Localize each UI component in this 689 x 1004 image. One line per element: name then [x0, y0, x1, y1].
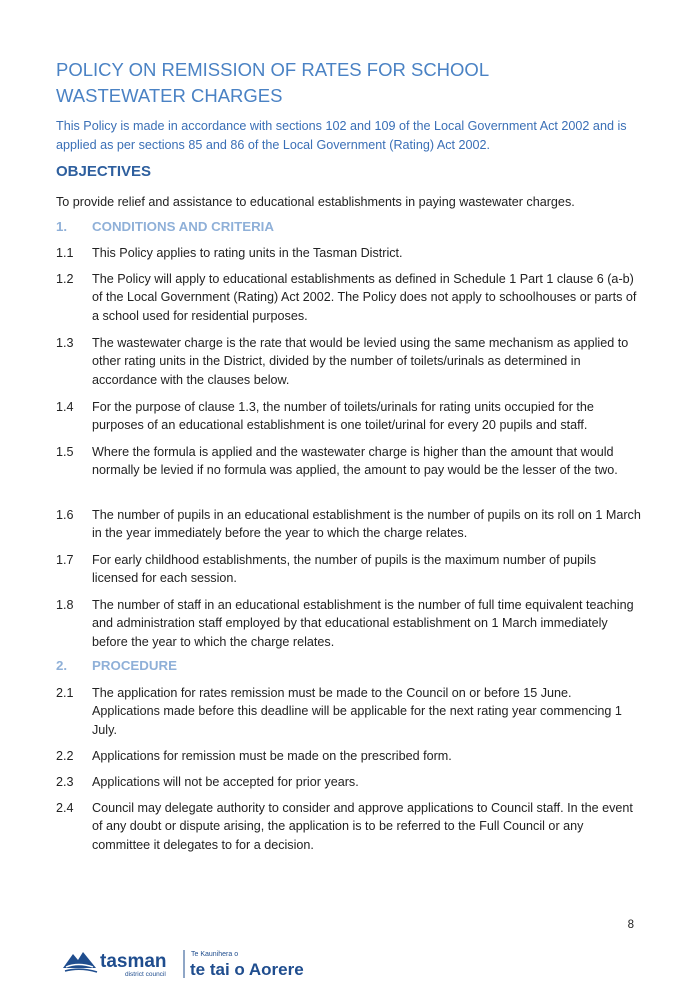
logo-te-kaunihera: Te Kaunihera o: [191, 951, 239, 958]
clause-number: 1.5: [56, 445, 74, 459]
intro-paragraph: This Policy is made in accordance with sections 102 and 109 of the Local Government Act 2002 and is applied as per sections 85 and 86 of the Local Government (Rating) Act 2002.: [56, 119, 627, 152]
clause-number: 2.1: [56, 686, 74, 700]
clause-text: The Policy will apply to educational establishments as defined in Schedule 1 Part 1 clause 6 (a-b) of the Local Government (Rating) Act 2002. The Policy does not apply to schoolhouses or parts of a school used for residential purposes.: [92, 272, 637, 323]
clause-number: 1.8: [56, 598, 74, 612]
clause-text: The wastewater charge is the rate that would be levied using the same mechanism as applied to other rating units in the District, divided by the number of toilets/urinals as determined in accordance with the clauses below.: [92, 336, 629, 387]
clause-text: The number of staff in an educational establishment is the number of full time equivalent teaching and administration staff employed by that educational establishment on 1 March immediately before the year to which the charge relates.: [92, 598, 634, 649]
clause-1-5: [56, 443, 641, 480]
clause-text: Applications will not be accepted for prior years.: [92, 775, 359, 789]
clause-text: The application for rates remission must be made to the Council on or before 15 June. Applications made before this deadline will be applicable for the next rating year commencing 1 July.: [92, 686, 622, 737]
clause-text: Applications for remission must be made on the prescribed form.: [92, 749, 452, 763]
clause-number: 2.2: [56, 749, 74, 763]
clause-number: 2.4: [56, 801, 74, 815]
clause-1-4: [56, 398, 641, 435]
page-number: 8: [627, 919, 634, 931]
clause-text: The number of pupils in an educational establishment is the number of pupils on its roll on 1 March in the year immediately before the year to which the charge relates.: [92, 508, 641, 541]
section-1-title: CONDITIONS AND CRITERIA: [92, 219, 274, 234]
clause-1-8: [56, 596, 641, 651]
clause-number: 1.1: [56, 246, 74, 260]
objectives-text: To provide relief and assistance to educational establishments in paying wastewater charges.: [56, 195, 575, 209]
clause-text: This Policy applies to rating units in the Tasman District.: [92, 246, 403, 260]
objectives-heading: OBJECTIVES: [56, 163, 152, 180]
clause-2-2: [56, 747, 641, 765]
clause-number: 1.6: [56, 508, 74, 522]
clause-text: For the purpose of clause 1.3, the number of toilets/urinals for rating units occupied for the purposes of an educational establishment is one toilet/urinal for every 20 pupils and staff.: [92, 400, 594, 433]
clause-number: 1.3: [56, 336, 74, 350]
clause-2-3: [56, 773, 641, 791]
tasman-logo: [63, 942, 323, 984]
mountain-icon: [63, 952, 97, 972]
clause-1-2: [56, 270, 641, 325]
logo-name: tasman: [100, 951, 167, 972]
clause-1-3: [56, 334, 641, 389]
logo-subtitle: district council: [125, 971, 166, 978]
section-2-title: PROCEDURE: [92, 658, 177, 673]
clause-text: For early childhood establishments, the number of pupils is the maximum number of pupils licensed for each session.: [92, 553, 596, 586]
clause-1-1: [56, 244, 641, 262]
clause-2-4: [56, 799, 641, 854]
section-2-heading: [56, 658, 177, 673]
clause-text: Council may delegate authority to consider and approve applications to Council staff. In the event of any doubt or dispute arising, the application is to be referred to the Full Council or any committee it delegates to for a decision.: [92, 801, 633, 852]
section-1-number: 1.: [56, 219, 68, 234]
clause-1-6: [56, 506, 641, 543]
clause-number: 2.3: [56, 775, 74, 789]
clause-2-1: [56, 684, 641, 739]
clause-number: 1.7: [56, 553, 74, 567]
page-title: POLICY ON REMISSION OF RATES FOR SCHOOL WASTEWATER CHARGES: [56, 59, 489, 106]
section-1-heading: [56, 219, 274, 234]
logo-aorere: te tai o Aorere: [190, 960, 304, 979]
clause-text: Where the formula is applied and the wastewater charge is higher than the amount that would normally be levied if no formula was applied, the amount to pay would be the lesser of the two.: [92, 445, 618, 478]
clause-1-7: [56, 551, 641, 588]
clause-number: 1.2: [56, 272, 74, 286]
clause-number: 1.4: [56, 400, 74, 414]
section-2-number: 2.: [56, 658, 68, 673]
